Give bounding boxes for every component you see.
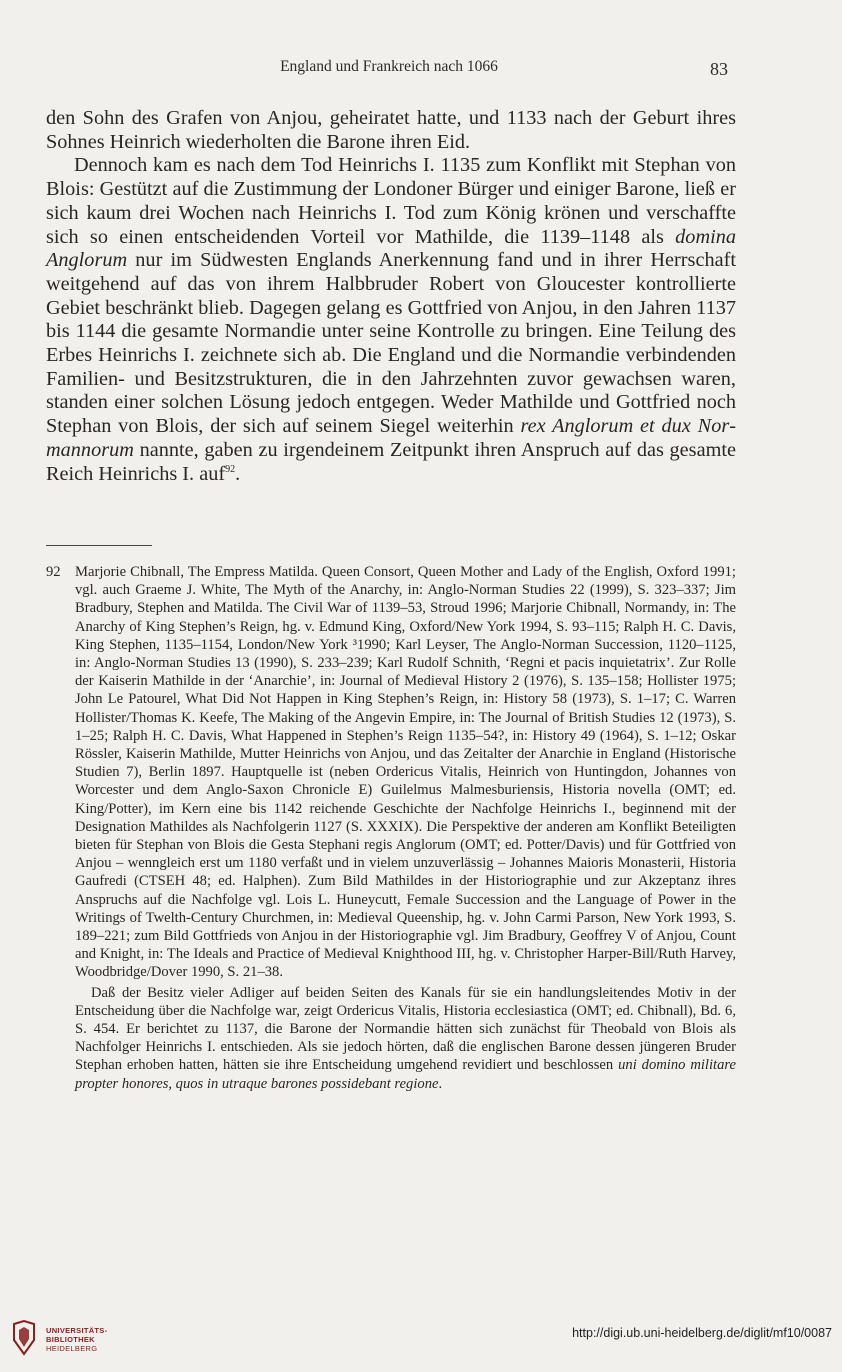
page-footer (0, 1312, 842, 1372)
paragraph: den Sohn des Grafen von Anjou, geheiratet hatte, und 1133 nach der Geburt ihres Sohnes Heinrich wiederholten die Barone ihren Eid. (46, 107, 736, 153)
paragraph: Dennoch kam es nach dem Tod Heinrichs I. 1135 zum Konflikt mit Stephan von Blois: Gestützt auf die Zustimmung der Londoner Bürger und einiger Barone, ließ er sich kaum drei Wochen nach Heinrichs I. Tod zum König krönen und verschaffte sich so einen entscheidenden Vorteil vor Mathilde, die 1139–1148 als domina Anglorum nur im Südwesten Englands Anerkennung fand und in ihrer Herrschaft weitgehend auf das von ihrem Halbbruder Robert von Gloucester kontrollierte Gebiet beschränkt blieb. Dagegen gelang es Gottfried von Anjou, in den Jahren 1137 bis 1144 die gesamte Normandie unter seine Kontrolle zu bringen. Eine Teilung des Erbes Heinrichs I. zeichnete sich ab. Die England und die Normandie verbindenden Familien- und Besitzstrukturen, die in den Jahrzehnten zuvor gewachsen waren, standen einer solchen Lösung jedoch entgegen. Weder Mathilde und Gottfried noch Stephan von Blois, der sich auf seinem Siegel weiterhin rex Anglorum et dux Normannorum nannte, gaben zu irgendeinem Zeitpunkt ihren Anspruch auf das gesamte Reich Heinrichs I. auf$^{92}$. (46, 154, 736, 485)
footnote-continuation: Daß der Besitz vieler Adliger auf beiden Seiten des Kanals für sie ein handlungsleitendes Motiv in der Entscheidung über die Nachfolge war, zeigt Ordericus Vitalis, Historia ecclesiastica (OMT; ed. Chibnall), Bd. 6, S. 454. Er berichtet zu 1137, die Barone der Normandie hätten sich zunächst für Theobald von Blois als Nachfolger Heinrichs I. entschieden. Als sie jedoch hörten, daß die englischen Barone dessen jüngeren Bruder Stephan erhoben hatten, hätten sie ihre Entscheidung umgehend revidiert und beschlossen uni domino militare propter honores, quos in utraque barones possidebant regione. (75, 984, 736, 1092)
footnote-number: 92 (46, 564, 61, 580)
main-text (46, 107, 736, 486)
footnote (46, 563, 736, 982)
running-title: England und Frankreich nach 1066 (280, 58, 498, 75)
permalink[interactable]: http://digi.ub.uni-heidelberg.de/diglit/mf10/0087 (572, 1326, 832, 1340)
library-logo[interactable] (10, 1320, 120, 1360)
library-name: UNIVERSITÄTS- BIBLIOTHEK HEIDELBERG (46, 1326, 108, 1353)
library-seal-icon (10, 1320, 38, 1356)
page-header (46, 58, 732, 82)
footnote-text: Marjorie Chibnall, The Empress Matilda. Queen Consort, Queen Mother and Lady of the English, Oxford 1991; vgl. auch Graeme J. White, The Myth of the Anarchy, in: Anglo-Norman Studies 22 (1999), S. 323–337; Jim Bradbury, Stephen and Matilda. The Civil War of 1139–53, Stroud 1996; Marjorie Chibnall, Normandy, in: The Anarchy of King Stephen’s Reign, hg. v. Edmund King, Oxford/New York 1994, S. 93–115; Ralph H. C. Davis, King Stephen, 1135–1154, London/New York ³1990; Karl Leyser, The Anglo-Norman Succession, 1120–1125, in: Anglo-Norman Studies 13 (1990), S. 233–239; Karl Rudolf Schnith, ‘Regni et pacis inquietatrix’. Zur Rolle der Kaiserin Mathilde in der ‘Anarchie’, in: Journal of Medieval History 2 (1976), S. 135–158; Hollister 1975; John Le Patourel, What Did Not Happen in King Stephen’s Reign, in: History 58 (1973), S. 1–17; C. Warren Hollister/Thomas K. Keefe, The Making of the Angevin Empire, in: The Journal of British Studies 12 (1973), S. 1–25; Ralph H. C. Davis, What Happened in Stephen’s Reign 1135–54?, in: History 49 (1964), S. 1–12; Oskar Rössler, Kaiserin Mathilde, Mutter Heinrichs von Anjou, und das Zeitalter der Anarchie in England (Historische Studien 7), Berlin 1897. Hauptquelle ist (neben Ordericus Vitalis, Heinrich von Huntingdon, Johannes von Worcester und dem Anglo-Saxon Chronicle E) Guilelmus Malmesburiensis, Historia novella (OMT; ed. King/Potter), im Kern eine bis 1142 reichende Geschichte der Nachfolge Heinrichs I., beginnend mit der Designation Mathildes als Nachfolgerin 1127 (S. XXXIX). Die Perspektive der anderen am Konflikt Beteiligten bieten für Stephan von Blois die Gesta Stephani regis Anglorum (OMT; ed. Potter/Davis) und für Gottfried von Anjou – wenngleich erst um 1180 verfaßt und in vielem unzuverlässig – Johannes Maioris Monasterii, Historia Gaufredi (CTSEH 48; ed. Halphen). Zum Bild Mathildes in der Historiographie und zur Akzeptanz ihres Anspruchs auf die Nachfolge vgl. Lois L. Huneycutt, Female Succession and the Language of Power in the Writings of Twelth-Century Churchmen, in: Medieval Queenship, hg. v. John Carmi Parson, New York 1993, S. 189–221; zum Bild Gottfrieds von Anjou in der Historiographie vgl. Jim Bradbury, Geoffrey V of Anjou, Count and Knight, in: The Ideals and Practice of Medieval Knighthood III, hg. v. Christopher Harper-Bill/Ruth Harvey, Woodbridge/Dover 1990, S. 21–38. (75, 564, 736, 981)
footnote-reference[interactable]: 92 (225, 463, 236, 475)
footnotes (46, 563, 736, 1093)
page-number: 83 (710, 59, 728, 79)
footnote-divider (46, 545, 152, 546)
